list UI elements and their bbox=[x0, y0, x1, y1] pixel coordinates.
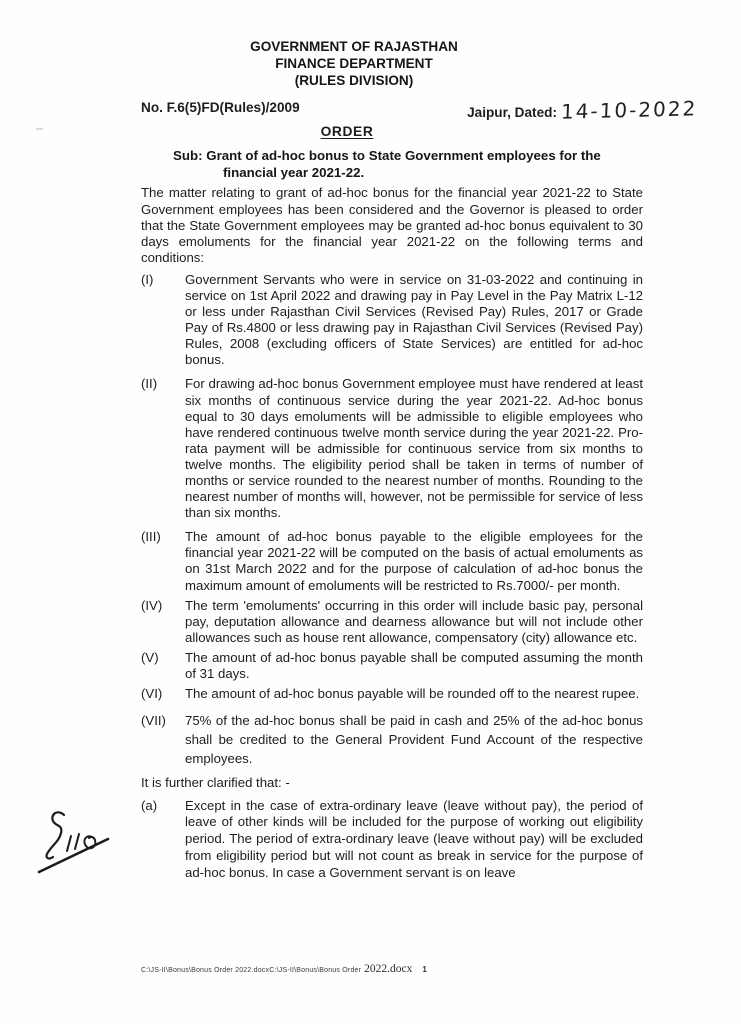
clarification-text: Except in the case of extra-ordinary leave (leave without pay), the period of leave of other kinds will be included for the purpose of working out eligibility period. The period of extra-ordinary leave (leave without pay) will be excluded from eligibility period but will not count as break in service for the purpose of ad-hoc bonus. In case a Government servant is on leave bbox=[185, 797, 643, 880]
org-name: GOVERNMENT OF RAJASTHAN bbox=[250, 39, 458, 54]
term-item-ii bbox=[141, 376, 643, 521]
subject-text: Grant of ad-hoc bonus to State Government employees for the financial year 2021-22. bbox=[206, 147, 601, 181]
clarification-heading: It is further clarified that: - bbox=[141, 775, 290, 791]
scan-artifact bbox=[36, 128, 43, 130]
term-text: Government Servants who were in service on 31-03-2022 and continuing in service on 1st April 2022 and drawing pay in Pay Level in the Pay Matrix L-12 or less under Rajasthan Civil Services (Revised Pay) Rules, 2017 or Grade Pay of Rs.4800 or less drawing pay in Rajasthan Civil Services (Revised Pay) Rules, 2008 (excluding officers of State Services) are entitled for ad-hoc bonus. bbox=[185, 271, 643, 368]
term-item-i bbox=[141, 272, 643, 369]
page-footer bbox=[141, 963, 427, 975]
term-label: (I) bbox=[141, 271, 154, 287]
place-date bbox=[467, 96, 697, 123]
term-text: The amount of ad-hoc bonus payable to the eligible employees for the financial year 2021-22 will be computed on the basis of actual emoluments as on 31st March 2022 and for the purpose of calculation of ad-hoc bonus the maximum amount of emoluments will be restricted to Rs.7000/- per month. bbox=[185, 529, 643, 593]
term-text: The amount of ad-hoc bonus payable shall be computed assuming the month of 31 days. bbox=[185, 649, 643, 682]
term-text: The amount of ad-hoc bonus payable will be rounded off to the nearest rupee. bbox=[185, 686, 640, 702]
clarification-item-a bbox=[141, 798, 643, 882]
document-content bbox=[141, 38, 698, 881]
term-item-iii bbox=[141, 529, 643, 593]
term-label: (VII) bbox=[141, 713, 166, 729]
reference-number: No. F.6(5)FD(Rules)/2009 bbox=[141, 99, 300, 115]
intro-paragraph: The matter relating to grant of ad-hoc bonus for the financial year 2021-22 to State Government employees has been considered and the Governor is pleased to order that the State Government employees may be granted ad-hoc bonus equivalent to 30 days emoluments for the financial year 2021-22 on the following terms and conditions: bbox=[141, 185, 643, 265]
footer-page-number: 1 bbox=[422, 965, 427, 974]
dept-name: FINANCE DEPARTMENT bbox=[275, 56, 433, 72]
handwritten-date: 14-10-2022 bbox=[560, 95, 698, 124]
term-text: 75% of the ad-hoc bonus shall be paid in cash and 25% of the ad-hoc bonus shall be credited to the General Provident Fund Account of the respective employees. bbox=[185, 713, 643, 767]
clarification-label: (a) bbox=[141, 797, 158, 813]
signature-mark bbox=[34, 808, 116, 878]
term-label: (VI) bbox=[141, 686, 163, 702]
letterhead bbox=[103, 38, 605, 90]
order-title: ORDER bbox=[320, 123, 374, 139]
term-label: (II) bbox=[141, 376, 158, 392]
order-title-wrap bbox=[96, 124, 598, 139]
place-dated-label: Jaipur, Dated: bbox=[467, 104, 557, 120]
term-text: For drawing ad-hoc bonus Government employee must have rendered at least six months of continuous service during the year 2021-22. Ad-hoc bonus equal to 30 days emoluments will be admissible to eligible employees who have rendered continuous twelve month service during the year 2021-22. Pro-rata payment will be admissible for continuous service from six months to twelve months. The eligibility period shall be taken in terms of number of months or service rounded to the nearest number of months. Rounding to the nearest number of months will, however, not be permissible for service of less than six months. bbox=[185, 376, 643, 521]
term-item-v bbox=[141, 650, 643, 682]
term-item-iv bbox=[141, 598, 643, 646]
term-item-vii bbox=[141, 711, 643, 768]
subject-label: Sub: bbox=[173, 147, 203, 163]
subject-line bbox=[173, 147, 643, 182]
footer-file-name: 2022.docx bbox=[364, 963, 413, 975]
reference-row bbox=[141, 95, 698, 124]
term-text: The term 'emoluments' occurring in this order will include basic pay, personal pay, deputation allowance and dearness allowance but will not include other allowances such as house rent allowance, compensatory (city) allowance etc. bbox=[185, 597, 643, 645]
term-label: (III) bbox=[141, 529, 161, 545]
footer-file-path: C:\JS-II\Bonus\Bonus Order 2022.docxC:\JS-II\Bonus\Bonus Order bbox=[141, 967, 362, 974]
term-label: (V) bbox=[141, 649, 159, 665]
term-item-vi bbox=[141, 686, 643, 702]
division-name: (RULES DIVISION) bbox=[294, 73, 414, 89]
term-label: (IV) bbox=[141, 597, 163, 613]
